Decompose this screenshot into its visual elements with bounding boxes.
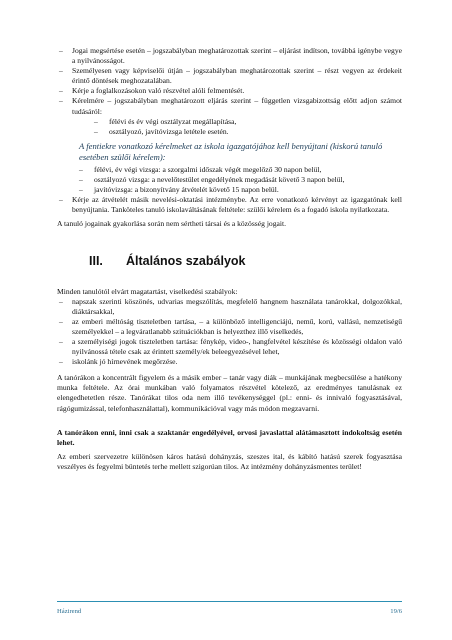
- transfer-list: [57, 195, 402, 215]
- smoking-paragraph: Az emberi szervezetre különösen káros hatású dohányzás, szeszes ital, és kábító hatású szerek fogyasztása veszélyes és fegyelmi büntetés terhe mellett szigorúan tilos. Az intézmény dohányzásmentes terület!: [57, 451, 402, 471]
- list-item-text: Kérelmére – jogszabályban meghatározott eljárás szerint – független vizsgabizottság előtt adjon számot tudásáról:: [72, 96, 402, 116]
- exam-sublist: [72, 117, 402, 137]
- list-item: – iskolánk jó hírnevének megőrzése.: [57, 357, 402, 367]
- deadline-list: [57, 165, 402, 195]
- section-heading: [89, 254, 402, 269]
- page-footer: [57, 601, 402, 615]
- rights-list: [57, 46, 402, 137]
- lesson-paragraph: A tanórákon a koncentrált figyelem és a másik ember – tanár vagy diák – munkájának megbecsülése a hatékony munka feltétele. Az órai munkában való folyamatos részvétel kötelező, az eredményes tanulásnak ez elengedhetetlen része. Tanórákat tilos oda nem illő tevékenységgel (pl.: enni- és innivaló fogyasztásával, rágógumizással, telefonhasználattal), kommunikációval vagy más módon megzavarni.: [57, 373, 402, 413]
- italic-note: A fentiekre vonatkozó kérelmeket az iskola igazgatójához kell benyújtani (kiskorú tanuló esetében szülői kérelem):: [79, 140, 383, 162]
- rights-paragraph: A tanuló jogainak gyakorlása során nem sértheti társai és a közösség jogait.: [57, 219, 287, 229]
- bold-rule: A tanórákon enni, inni csak a szaktanár engedélyével, orvosi javaslattal alátámasztott indokoltság esetén lehet.: [57, 427, 402, 447]
- list-item: – Személyesen vagy képviselői útján – jogszabályban meghatározottak szerint – részt vegyen az érdekeit érintő döntések meghozatalában.: [57, 66, 402, 86]
- sublist-item: – osztályozó, javítóvizsga letétele esetén.: [72, 127, 402, 137]
- section-number: III.: [89, 254, 103, 269]
- page-content: [57, 46, 402, 472]
- page-number: 19/6: [390, 608, 402, 615]
- deadline-item: – osztályozó vizsga: a nevelőtestület engedélyének megadását követő 3 napon belül,: [57, 175, 402, 185]
- footer-title: Házirend: [57, 608, 82, 615]
- section-title: Általános szabályok: [126, 254, 246, 269]
- list-item: – Jogai megsértése esetén – jogszabályban meghatározottak szerint – eljárást indítson, továbbá igénybe vegye a nyilvánosságot.: [57, 46, 402, 66]
- deadline-item: – javítóvizsga: a bizonyítvány átvételét követő 15 napon belül.: [57, 185, 402, 195]
- behavior-list: [57, 297, 402, 368]
- behavior-intro: Minden tanulótól elvárt magatartást, viselkedési szabályok:: [57, 286, 238, 296]
- list-item: – az emberi méltóság tiszteletben tartása, – a különböző intelligenciájú, nemű, korú, vallású, nemzetiségű személyekkel – a legváratlanabb szituációkban is helyezthez illő viselkedés,: [57, 317, 402, 337]
- list-item: – Kérje a foglalkozásokon való részvétel alóli felmentését.: [57, 86, 402, 96]
- list-item: – a személyiségi jogok tiszteletben tartása: fénykép, video-, hangfelvétel készítése és közösségi oldalon való nyilvánossá tétele csak az érintett személy/ek beleegyezésével lehet,: [57, 337, 402, 357]
- sublist-item: – félévi és év végi osztályzat megállapítása,: [72, 117, 402, 127]
- deadline-item: – félévi, év végi vizsga: a szorgalmi időszak végét megelőző 30 napon belül,: [57, 165, 402, 175]
- list-item: [57, 96, 402, 136]
- list-item: – napszak szerinti köszönés, udvarias megszólítás, megfelelő hangnem használata tanárokkal, dolgozókkal, diáktársakkal,: [57, 297, 402, 317]
- list-item: – Kérje az átvételét másik nevelési-oktatási intézménybe. Az erre vonatkozó kérvényt az igazgatónak kell benyújtania. Tanköteles tanuló iskolaváltásának feltétele: szülői kérelem és a fogadó iskola nyilatkozata.: [57, 195, 402, 215]
